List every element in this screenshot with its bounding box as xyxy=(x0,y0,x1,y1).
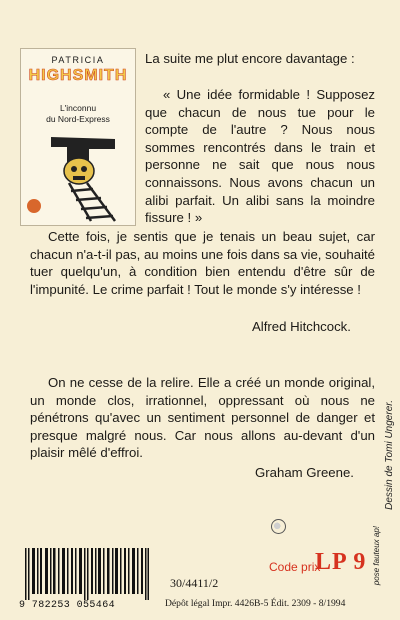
price-code-value: LP 9 xyxy=(315,549,367,575)
thumbnail-author-last: HIGHSMITH xyxy=(28,67,128,84)
globe-icon xyxy=(271,519,286,534)
cover-note: pose fauteux ap! xyxy=(372,526,381,586)
train-track-illustration xyxy=(45,135,125,223)
cover-credit: Dessin de Tomi Ungerer. xyxy=(384,400,395,510)
thumbnail-title-line2: du Nord-Express xyxy=(46,114,110,124)
price-code-label: Code prix xyxy=(269,560,321,574)
thumbnail-author-first: PATRICIA xyxy=(51,55,105,65)
barcode xyxy=(25,548,149,600)
intro-text: La suite me plut encore davantage : xyxy=(145,51,355,66)
front-cover-thumbnail xyxy=(20,48,136,226)
thumbnail-title xyxy=(21,103,135,125)
barcode-number: 9 782253 055464 xyxy=(19,600,116,611)
main-paragraph: Cette fois, je sentis que je tenais un beau sujet, car chacun n'a-t-il pas, au moins une fois dans sa vie, souhaité tuer quelqu'un, à condition bien entendu d'être sûr de l'impunité. Le crime parfait ! Tout le monde s'y intéresse ! xyxy=(30,229,375,297)
publisher-logo xyxy=(27,199,41,213)
thumbnail-title-line1: L'inconnu xyxy=(59,103,97,113)
legal-deposit: Dépôt légal Impr. 4426B-5 Édit. 2309 - 8/1994 xyxy=(165,598,346,609)
reference-number: 30/4411/2 xyxy=(170,576,219,590)
second-paragraph: On ne cesse de la relire. Elle a créé un monde original, un monde clos, irrationnel, oppressant où nous ne pénétrons qu'avec un sentiment personnel de danger et presque malgré nous. Car nous allons au-devant d'un plaisir mêlé d'effroi. xyxy=(30,375,375,461)
signature-hitchcock: Alfred Hitchcock. xyxy=(252,319,351,334)
quote-paragraph: « Une idée formidable ! Supposez que chacun de nous tue pour le compte de l'autre ? Nous nous sommes rencontrés dans le train et personne ne sait que nous nous connaissons. Nous avons chacun un alibi parfait. Un alibi sans la moindre fissure ! » xyxy=(145,87,375,226)
signature-greene: Graham Greene. xyxy=(255,465,354,480)
